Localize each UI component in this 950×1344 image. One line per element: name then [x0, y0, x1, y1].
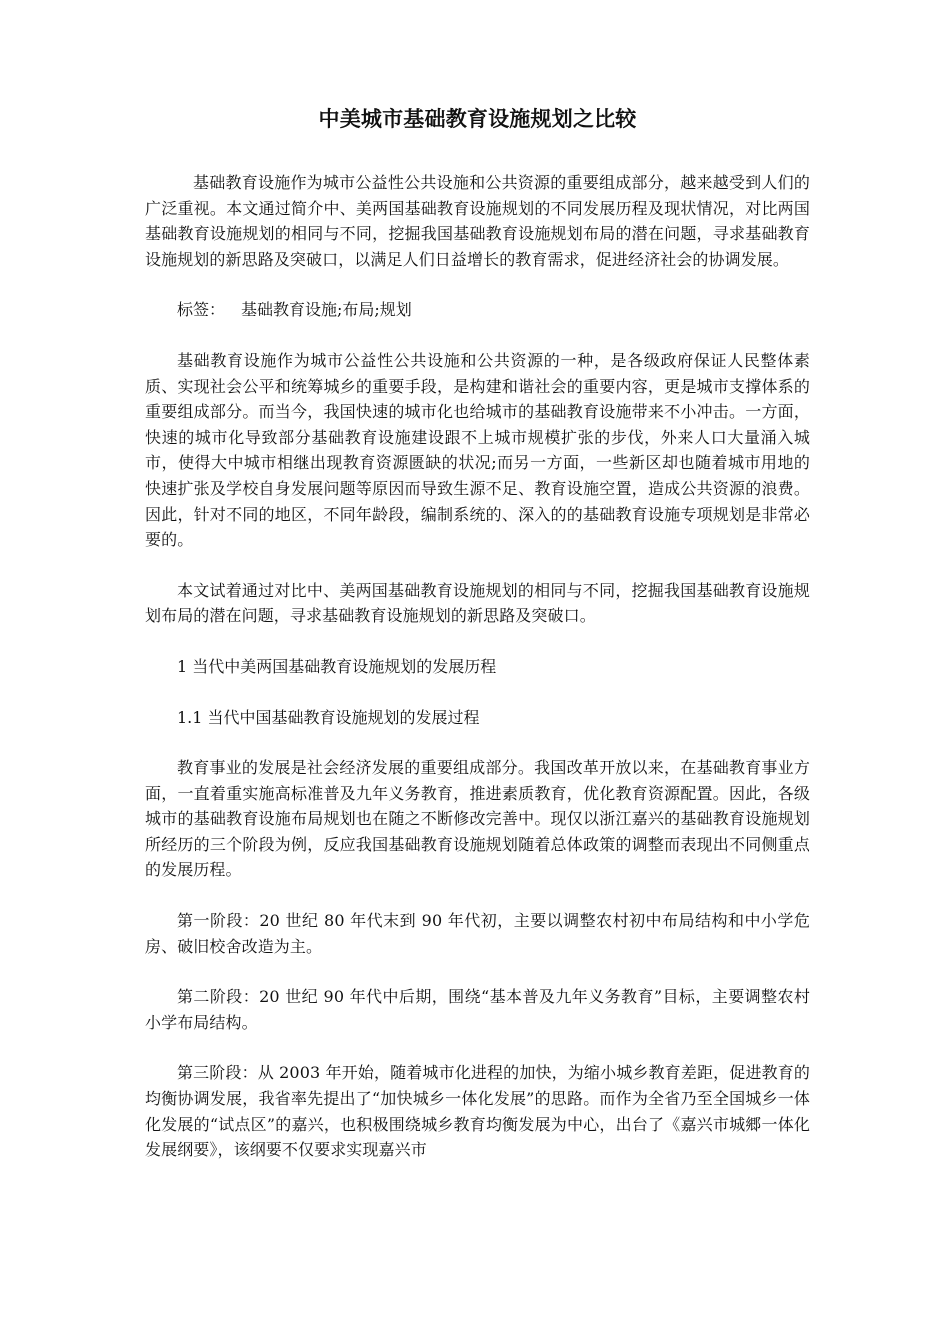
- section-paragraph-stage-2: 第二阶段：20 世纪 90 年代中后期，围绕“基本普及九年义务教育”目标，主要调整农村小学布局结构。: [145, 987, 810, 1032]
- tags-line: [145, 297, 810, 323]
- document-title: 中美城市基础教育设施规划之比较: [318, 106, 637, 131]
- intro-paragraph-1: 基础教育设施作为城市公益性公共设施和公共资源的一种，是各级政府保证人民整体素质、实现社会公平和统筹城乡的重要手段，是构建和谐社会的重要内容，更是城市支撑体系的重要组成部分。而当今，我国快速的城市化也给城市的基础教育设施带来不小冲击。一方面，快速的城市化导致部分基础教育设施建设跟不上城市规模扩张的步伐，外来人口大量涌入城市，使得大中城市相继出现教育资源匮缺的状况;而另一方面，一些新区却也随着城市用地的快速扩张及学校自身发展问题等原因而导致生源不足、教育设施空置，造成公共资源的浪费。因此，针对不同的地区，不同年龄段，编制系统的、深入的的基础教育设施专项规划是非常必要的。: [145, 350, 810, 550]
- subsection-heading-1-1: 1.1 当代中国基础教育设施规划的发展过程: [177, 707, 480, 727]
- document-body: [145, 104, 810, 1188]
- intro-paragraph-2: 本文试着通过对比中、美两国基础教育设施规划的相同与不同，挖掘我国基础教育设施规划布局的潜在问题，寻求基础教育设施规划的新思路及突破口。: [145, 580, 810, 626]
- section-paragraph-1: 教育事业的发展是社会经济发展的重要组成部分。我国改革开放以来，在基础教育事业方面，一直着重实施高标准普及九年义务教育，推进素质教育，优化教育资源配置。因此，各级城市的基础教育设施布局规划也在随之不断修改完善中。现仅以浙江嘉兴的基础教育设施规划所经历的三个阶段为例，反应我国基础教育设施规划随着总体政策的调整而表现出不同侧重点的发展历程。: [145, 758, 810, 880]
- abstract-paragraph: 基础教育设施作为城市公益性公共设施和公共资源的重要组成部分，越来越受到人们的广泛重视。本文通过简介中、美两国基础教育设施规划的不同发展历程及现状情况，对比两国基础教育设施规划的相同与不同，挖掘我国基础教育设施规划布局的潜在问题，寻求基础教育设施规划的新思路及突破口，以满足人们日益增长的教育需求，促进经济社会的协调发展。: [145, 173, 810, 269]
- section-paragraph-stage-1: 第一阶段：20 世纪 80 年代末到 90 年代初，主要以调整农村初中布局结构和中小学危房、破旧校舍改造为主。: [145, 911, 810, 956]
- tags-label: 标签：: [177, 300, 226, 320]
- tags-value: 基础教育设施;布局;规划: [241, 300, 412, 320]
- section-paragraph-stage-3: 第三阶段：从 2003 年开始，随着城市化进程的加快，为缩小城乡教育差距，促进教育的均衡协调发展，我省率先提出了“加快城乡一体化发展”的思路。而作为全省乃至全国城乡一体化发展的“试点区”的嘉兴，也积极围绕城乡教育均衡发展为中心，出台了《嘉兴市城郷一体化发展纲要》，该纲要不仅要求实现嘉兴市: [145, 1063, 810, 1160]
- section-heading-1: 1 当代中美两国基础教育设施规划的发展历程: [177, 656, 497, 676]
